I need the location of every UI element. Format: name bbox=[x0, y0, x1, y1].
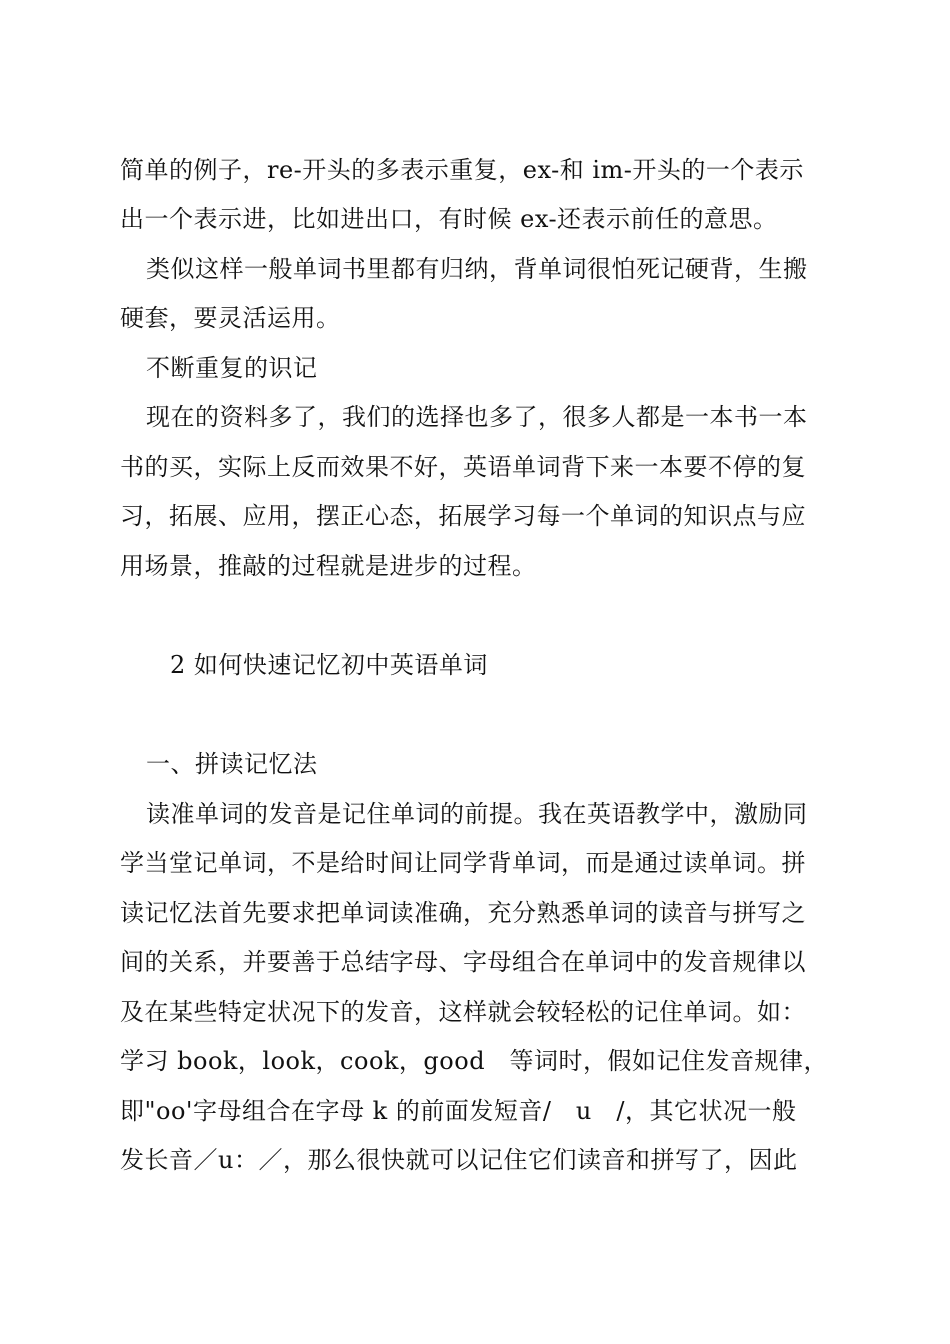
section-heading: 2 如何快速记忆初中英语单词 bbox=[170, 651, 488, 679]
text-line: 及在某些特定状况下的发音，这样就会较轻松的记住单词。如： bbox=[120, 998, 806, 1026]
text-line: 用场景，推敲的过程就是进步的过程。 bbox=[120, 552, 537, 580]
text-line: 现在的资料多了，我们的选择也多了，很多人都是一本书一本 bbox=[146, 403, 808, 431]
text-line: 书的买，实际上反而效果不好，英语单词背下来一本要不停的复 bbox=[120, 453, 806, 481]
text-line: 简单的例子，re-开头的多表示重复，ex-和 im-开头的一个表示 bbox=[120, 156, 804, 184]
text-line: 学当堂记单词，不是给时间让同学背单词，而是通过读单词。拼 bbox=[120, 849, 806, 877]
text-line: 发长音／u：／，那么很快就可以记住它们读音和拼写了，因此 bbox=[120, 1146, 798, 1174]
subheading: 不断重复的识记 bbox=[146, 354, 318, 382]
text-line: 间的关系，并要善于总结字母、字母组合在单词中的发音规律以 bbox=[120, 948, 806, 976]
text-line: 读记忆法首先要求把单词读准确，充分熟悉单词的读音与拼写之 bbox=[120, 899, 806, 927]
text-line: 学习 book，look，cook，good 等词时，假如记住发音规律， bbox=[120, 1047, 829, 1075]
text-line: 出一个表示进，比如进出口，有时候 ex-还表示前任的意思。 bbox=[120, 205, 778, 233]
text-line: 硬套，要灵活运用。 bbox=[120, 304, 341, 332]
text-line: 读准单词的发音是记住单词的前提。我在英语教学中，激励同 bbox=[146, 800, 808, 828]
text-line: 即"oo'字母组合在字母 k 的前面发短音/ u /，其它状况一般 bbox=[120, 1097, 797, 1125]
section-title: 一、拼读记忆法 bbox=[146, 750, 318, 778]
text-line: 习，拓展、应用，摆正心态，拓展学习每一个单词的知识点与应 bbox=[120, 502, 806, 530]
text-line: 类似这样一般单词书里都有归纳，背单词很怕死记硬背，生搬 bbox=[146, 255, 808, 283]
